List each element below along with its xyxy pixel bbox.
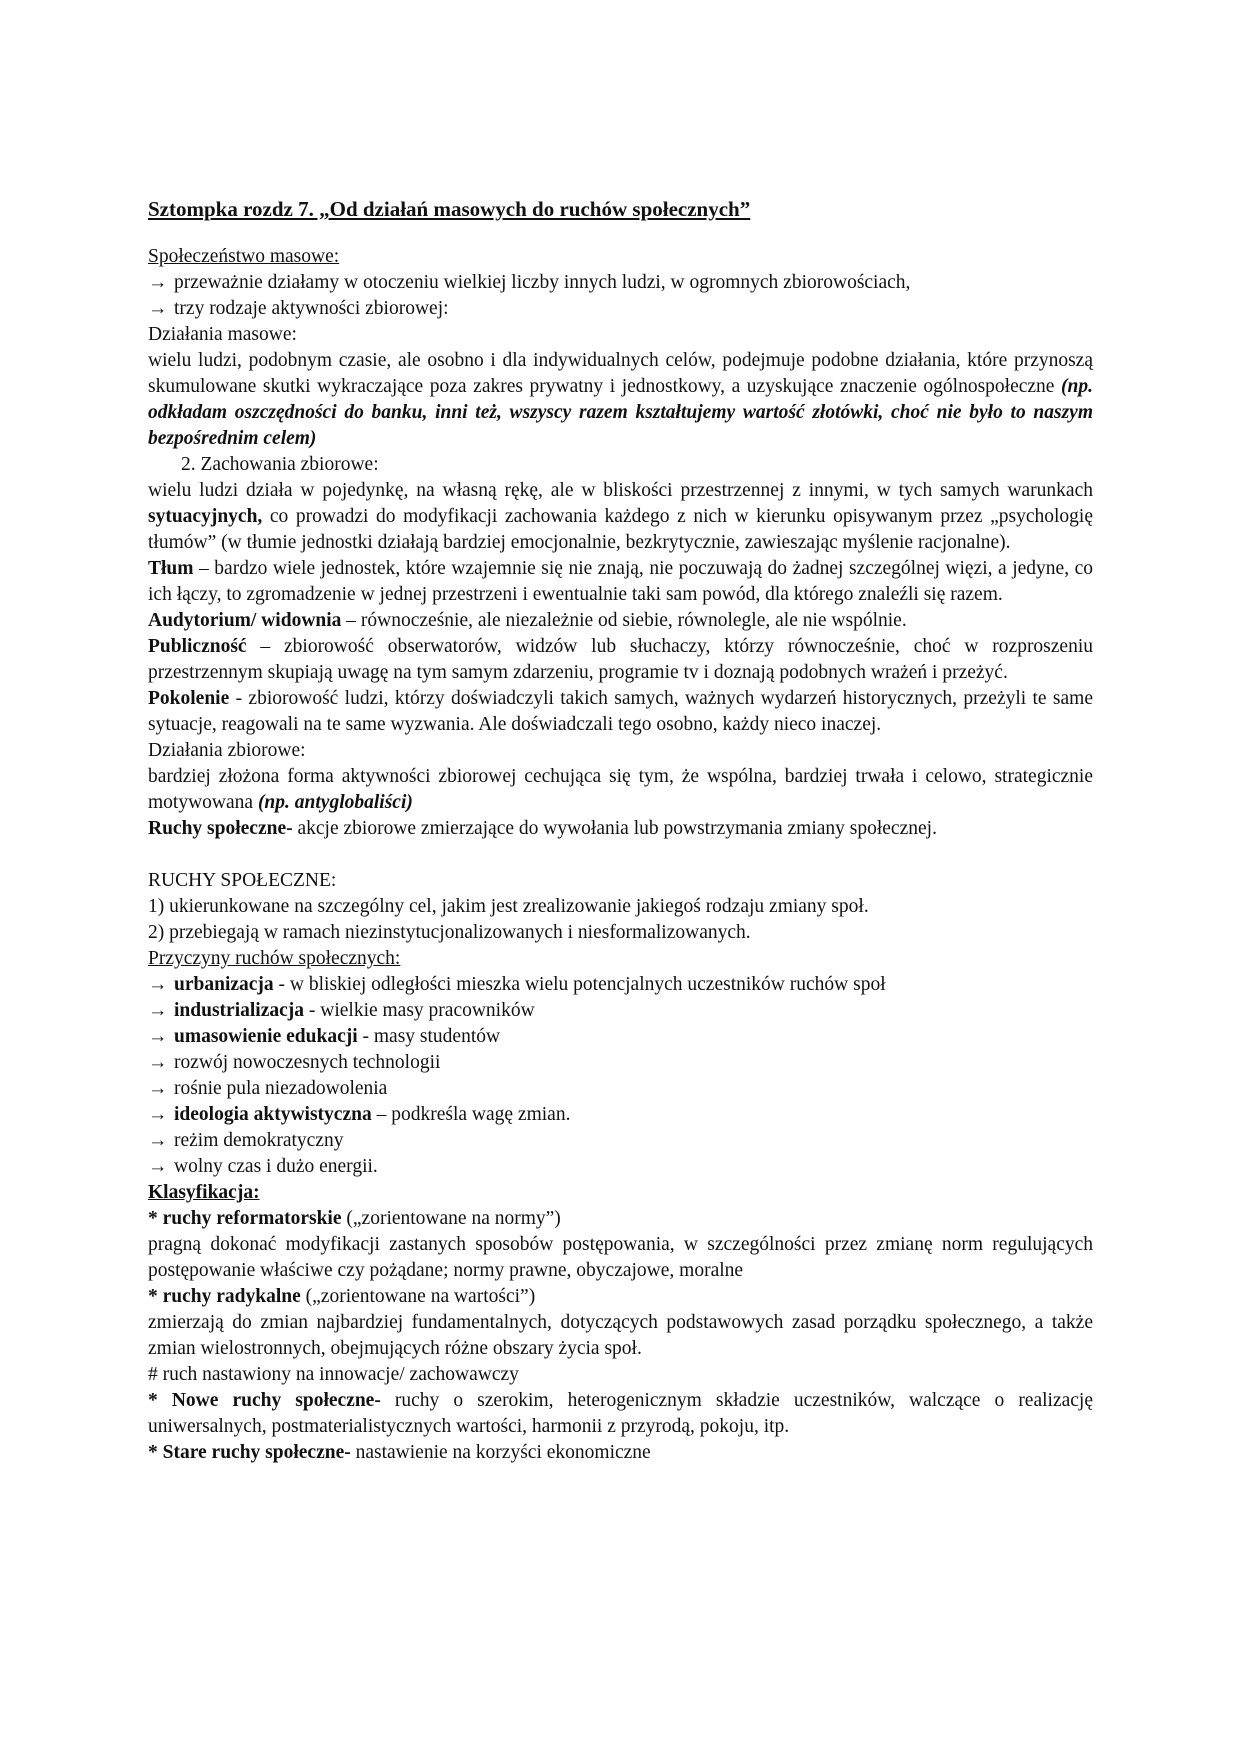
arrow-icon: → xyxy=(148,1078,168,1099)
example-text: (np. antyglobaliści) xyxy=(257,792,413,813)
paragraph-collective-actions: bardziej złożona forma aktywności zbiorowej cechująca się tym, że wspólna, bardziej trwała i celowo, strategicznie motywowana (np. antyglobaliści) xyxy=(148,766,1093,813)
cause-item: → umasowienie edukacji - masy studentów xyxy=(148,1024,1093,1050)
term: Ruchy społeczne- xyxy=(148,818,293,839)
term: Audytorium/ widownia xyxy=(148,610,342,631)
subheading-causes: Przyczyny ruchów społecznych: xyxy=(148,948,401,969)
term: Publiczność xyxy=(148,636,247,657)
arrow-line: → trzy rodzaje aktywności zbiorowej: xyxy=(148,296,1093,322)
paragraph-collective-behaviour: wielu ludzi działa w pojedynkę, na własną rękę, ale w bliskości przestrzennej z innymi, w tych samych warunkach sytuacyjnych, co prowadzi do modyfikacji zachowania każdego z nich w kierunku opisywanym przez „psychologię tłumów” (w tłumie jednostki działają bardziej emocjonalnie, bezkrytycznie, zawieszając myślenie racjonalne). xyxy=(148,480,1094,553)
feature-line: 2) przebiegają w ramach niezinstytucjonalizowanych i niesformalizowanych. xyxy=(148,922,751,943)
arrow-line: → przeważnie działamy w otoczeniu wielkiej liczby innych ludzi, w ogromnych zbiorowościach, xyxy=(148,270,1093,296)
class-reformist: * ruchy reformatorskie („zorientowane na normy”) xyxy=(148,1208,561,1229)
arrow-icon: → xyxy=(148,1130,168,1151)
cause-item: → rozwój nowoczesnych technologii xyxy=(148,1050,1093,1076)
example-text: (np. odkładam oszczędności do banku, inni też, wszyscy razem kształtujemy wartość złotówki, choć nie było to naszym bezpośrednim celem) xyxy=(148,376,1094,449)
term: Pokolenie xyxy=(148,688,230,709)
term: Tłum xyxy=(148,558,194,579)
line-innovation: # ruch nastawiony na innowacje/ zachowawczy xyxy=(148,1364,519,1385)
subheading-collective-actions: Działania zbiorowe: xyxy=(148,740,306,761)
cause-item: → urbanizacja - w bliskiej odległości mieszka wielu potencjalnych uczestników ruchów społ xyxy=(148,972,1093,998)
arrow-icon: → xyxy=(148,272,168,293)
definition-social-movements: Ruchy społeczne- akcje zbiorowe zmierzające do wywołania lub powstrzymania zmiany społecznej. xyxy=(148,818,937,839)
feature-line: 1) ukierunkowane na szczególny cel, jakim jest zrealizowanie jakiegoś rodzaju zmiany społ. xyxy=(148,896,869,917)
cause-item: → wolny czas i dużo energii. xyxy=(148,1154,1093,1180)
section-heading-social-movements: RUCHY SPOŁECZNE: xyxy=(148,870,337,891)
cause-item: → reżim demokratyczny xyxy=(148,1128,1093,1154)
spacer xyxy=(148,842,1093,868)
arrow-icon: → xyxy=(148,1052,168,1073)
page-title: Sztompka rozdz 7. „Od działań masowych do ruchów społecznych” xyxy=(148,197,751,221)
paragraph-radical: zmierzają do zmian najbardziej fundamentalnych, dotyczących podstawowych zasad porządku społecznego, a także zmian wielostronnych, obejmujących różne obszary życia społ. xyxy=(148,1312,1093,1359)
paragraph-mass-actions: wielu ludzi, podobnym czasie, ale osobno i dla indywidualnych celów, podejmuje podobne działania, które przynoszą skumulowane skutki wykraczające poza zakres prywatny i jednostkowy, a uzyskujące znaczenie ogólnospołeczne (np. odkładam oszczędności do banku, inni też, wszyscy razem kształtujemy wartość złotówki, choć nie było to naszym bezpośrednim celem) xyxy=(148,350,1094,449)
document-page xyxy=(148,196,1093,1466)
class-radical: * ruchy radykalne („zorientowane na wartości”) xyxy=(148,1286,536,1307)
arrow-icon: → xyxy=(148,298,168,319)
definition-audience: Audytorium/ widownia – równocześnie, ale niezależnie od siebie, równolegle, ale nie wspólnie. xyxy=(148,610,907,631)
cause-item: → industrializacja - wielkie masy pracowników xyxy=(148,998,1093,1024)
cause-item: → rośnie pula niezadowolenia xyxy=(148,1076,1093,1102)
section-heading-mass-society: Społeczeństwo masowe: xyxy=(148,246,340,267)
cause-item: → ideologia aktywistyczna – podkreśla wagę zmian. xyxy=(148,1102,1093,1128)
subheading-mass-actions: Działania masowe: xyxy=(148,324,297,345)
arrow-icon: → xyxy=(148,1104,168,1125)
definition-new-movements: * Nowe ruchy społeczne- ruchy o szerokim, heterogenicznym składzie uczestników, walczące o realizację uniwersalnych, postmaterialistycznych wartości, harmonii z przyrodą, pokoju, itp. xyxy=(148,1390,1093,1437)
arrow-icon: → xyxy=(148,1026,168,1047)
definition-old-movements: * Stare ruchy społeczne- nastawienie na korzyści ekonomiczne xyxy=(148,1442,651,1463)
subheading-collective-behaviour: 2. Zachowania zbiorowe: xyxy=(181,454,379,475)
arrow-icon: → xyxy=(148,1000,168,1021)
definition-generation: Pokolenie - zbiorowość ludzi, którzy doświadczyli takich samych, ważnych wydarzeń historycznych, przeżyli te same sytuacje, reagowali na te same wyzwania. Ale doświadczali tego osobno, każdy nieco inaczej. xyxy=(148,688,1093,735)
arrow-icon: → xyxy=(148,1156,168,1177)
arrow-icon: → xyxy=(148,974,168,995)
paragraph-reformist: pragną dokonać modyfikacji zastanych sposobów postępowania, w szczególności przez zmianę norm regulujących postępowanie właściwe czy pożądane; normy prawne, obyczajowe, moralne xyxy=(148,1234,1093,1281)
subheading-classification: Klasyfikacja: xyxy=(148,1182,260,1203)
definition-public: Publiczność – zbiorowość obserwatorów, widzów lub słuchaczy, którzy równocześnie, choć w rozproszeniu przestrzennym skupiają uwagę na tym samym zdarzeniu, programie tv i doznają podobnych wrażeń i przeżyć. xyxy=(148,636,1094,683)
definition-crowd: Tłum – bardzo wiele jednostek, które wzajemnie się nie znają, nie poczuwają do żadnej szczególnej więzi, a jedyne, co ich łączy, to zgromadzenie w jednej przestrzeni i ewentualnie taki sam powód, dla którego znaleźli się razem. xyxy=(148,558,1093,605)
